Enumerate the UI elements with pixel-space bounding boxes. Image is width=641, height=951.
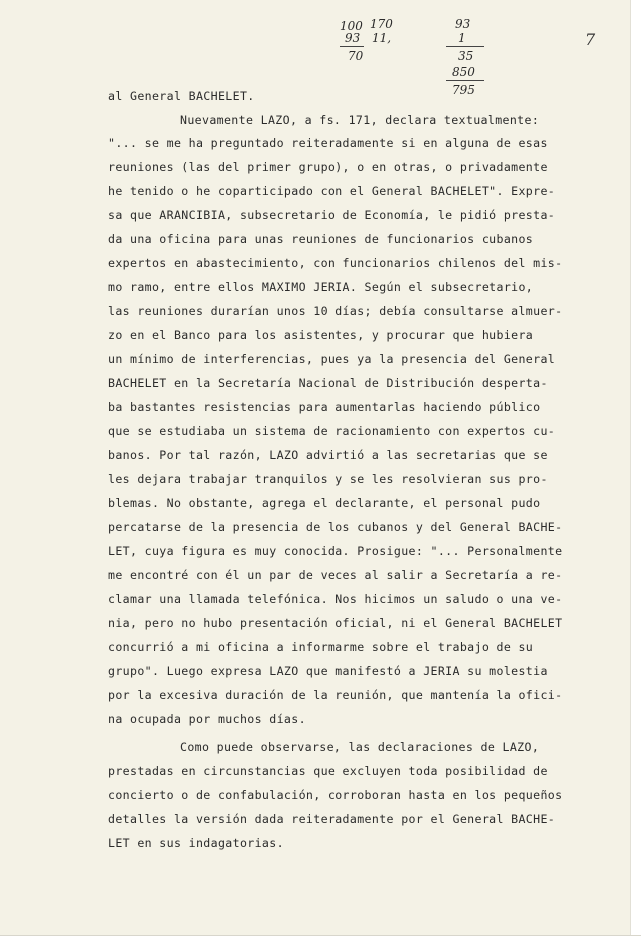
page-number: 7 xyxy=(585,30,596,49)
text-line: banos. Por tal razón, LAZO advirtió a las secretarias que se xyxy=(108,448,548,462)
text-line: na ocupada por muchos días. xyxy=(108,712,306,726)
text-line: Como puede observarse, las declaraciones de LAZO, xyxy=(180,740,540,754)
text-line: expertos en abastecimiento, con funcionarios chilenos del mis- xyxy=(108,256,563,270)
text-line: LET en sus indagatorias. xyxy=(108,836,284,850)
text-line: blemas. No obstante, agrega el declarante, el personal pudo xyxy=(108,496,541,510)
text-line: mo ramo, entre ellos MAXIMO JERIA. Según el subsecretario, xyxy=(108,280,534,294)
text-line: he tenido o he coparticipado con el General BACHELET". Expre- xyxy=(108,184,556,198)
text-line: me encontré con él un par de veces al salir a Secretaría a re- xyxy=(108,568,563,582)
text-line: reuniones (las del primer grupo), o en otras, o privadamente xyxy=(108,160,548,174)
text-line: al General BACHELET. xyxy=(108,89,255,103)
text-line: sa que ARANCIBIA, subsecretario de Economía, le pidió presta- xyxy=(108,208,556,222)
handwritten-note-middle-bottom: 11, xyxy=(372,31,392,45)
text-line: concurrió a mi oficina a informarme sobre el trabajo de su xyxy=(108,640,534,654)
handwritten-calc-3: 850 xyxy=(452,65,475,79)
text-line: "... se me ha preguntado reiteradamente si en alguna de esas xyxy=(108,136,548,150)
text-line: ba bastantes resistencias para aumentarlas haciendo público xyxy=(108,400,541,414)
text-line: Nuevamente LAZO, a fs. 171, declara textualmente: xyxy=(180,113,540,127)
text-line: prestadas en circunstancias que excluyen toda posibilidad de xyxy=(108,764,548,778)
text-line: clamar una llamada telefónica. Nos hicimos un saludo o una ve- xyxy=(108,592,563,606)
handwritten-note-left-top: 100 xyxy=(340,19,363,33)
handwritten-calc-2: 35 xyxy=(458,49,474,63)
text-line: percatarse de la presencia de los cubanos y del General BACHE- xyxy=(108,520,563,534)
calc-bar-1 xyxy=(446,46,484,47)
text-line: nia, pero no hubo presentación oficial, ni el General BACHELET xyxy=(108,616,563,630)
text-line: las reuniones durarían unos 10 días; debía consultarse almuer- xyxy=(108,304,563,318)
handwritten-note-middle-top: 170 xyxy=(370,17,393,31)
text-line: detalles la versión dada reiteradamente por el General BACHE- xyxy=(108,812,556,826)
handwritten-calc-1: 1 xyxy=(458,31,466,45)
handwritten-calc-top: 93 xyxy=(455,17,471,31)
calc-bar-left xyxy=(340,46,364,47)
text-line: concierto o de confabulación, corroboran hasta en los pequeños xyxy=(108,788,563,802)
text-line: zo en el Banco para los asistentes, y procurar que hubiera xyxy=(108,328,534,342)
text-line: LET, cuya figura es muy conocida. Prosigue: "... Personalmente xyxy=(108,544,563,558)
text-line: BACHELET en la Secretaría Nacional de Distribución desperta- xyxy=(108,376,548,390)
handwritten-note-left-mid: 93 xyxy=(345,31,361,45)
paper-edge-bottom xyxy=(0,935,641,951)
paper-edge-right xyxy=(630,0,641,950)
text-line: que se estudiaba un sistema de racionamiento con expertos cu- xyxy=(108,424,556,438)
handwritten-note-left-bottom: 70 xyxy=(348,49,364,63)
text-line: por la excesiva duración de la reunión, que mantenía la ofici- xyxy=(108,688,563,702)
text-line: grupo". Luego expresa LAZO que manifestó a JERIA su molestia xyxy=(108,664,548,678)
text-line: da una oficina para unas reuniones de funcionarios cubanos xyxy=(108,232,534,246)
calc-bar-2 xyxy=(446,80,484,81)
text-line: un mínimo de interferencias, pues ya la presencia del General xyxy=(108,352,556,366)
handwritten-calc-4: 795 xyxy=(452,83,475,97)
text-line: les dejara trabajar tranquilos y se les resolvieran sus pro- xyxy=(108,472,548,486)
